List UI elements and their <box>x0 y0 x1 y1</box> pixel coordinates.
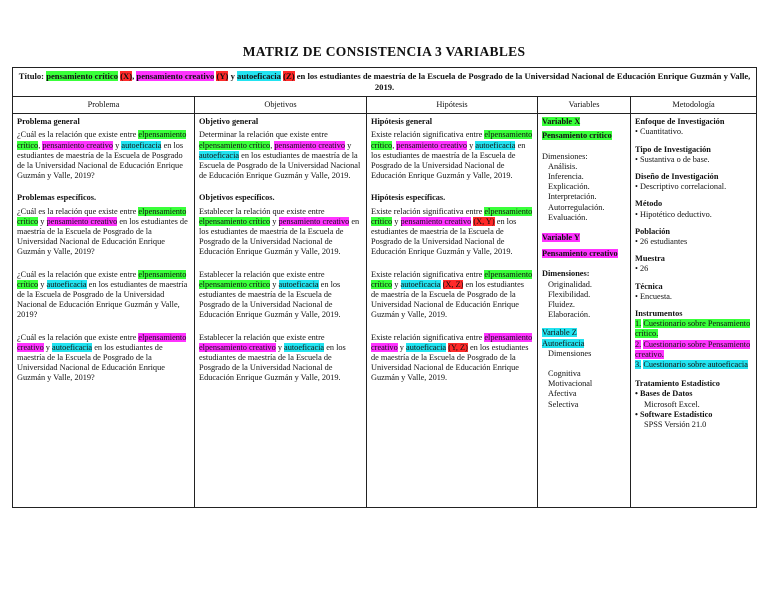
bases-value: Microsoft Excel. <box>644 399 700 409</box>
dim-y-1: Originalidad. <box>548 279 593 289</box>
metodo-value: • Hipotético deductivo. <box>635 209 712 219</box>
title-var-y: pensamiento creativo <box>136 71 215 81</box>
instrumentos-list <box>635 319 752 370</box>
dim-x-6: Evaluación. <box>548 212 588 222</box>
problema-especificos-label: Problemas específicos. <box>17 193 97 203</box>
title-and: y <box>230 71 235 81</box>
content-row <box>13 114 757 508</box>
dim-z-3: Afectiva <box>548 389 577 399</box>
bases-label: • Bases de Datos <box>635 389 693 399</box>
variable-x-label: Variable X <box>542 117 581 127</box>
title-tag-y: (Y) <box>216 71 229 81</box>
header-row <box>13 97 757 114</box>
enfoque-value: • Cuantitativo. <box>635 127 684 137</box>
dim-x-3: Explicación. <box>548 182 590 192</box>
tecnica-label: Técnica <box>635 281 663 291</box>
hipotesis-especificas-label: Hipótesis específicas. <box>371 193 446 203</box>
problema-especifico-3: ¿Cuál es la relación que existe entre elpensamiento creativo y autoeficacia en los estudiantes de maestría de la Escuela de Posgrado de la Universidad Nacional de Educación Enrique Guzmán y Valle, 2019? <box>17 332 187 383</box>
objetivos-especificos-label: Objetivos específicos. <box>199 193 275 203</box>
objetivo-especifico-2: Establecer la relación que existe entre elpensamiento crítico y autoeficacia en los estudiantes de maestría de la Escuela de Posgrado de la Universidad Nacional de Educación Enrique Guzmán y Valle, 2019. <box>199 269 341 320</box>
problema-general-label: Problema general <box>17 117 80 127</box>
variable-y-dim-label: Dimensiones: <box>542 269 590 279</box>
objetivo-especifico-1: Establecer la relación que existe entre elpensamiento crítico y pensamiento creativo en los estudiantes de maestría de la Escuela de Posgrado de la Universidad Nacional de Educación Enrique Guzmán y Valle, 2019. <box>199 206 360 257</box>
metodologia-cell <box>631 114 757 508</box>
variable-z-label: Variable Z <box>542 328 577 338</box>
tratamiento-label: Tratamiento Estadístico <box>635 379 720 389</box>
header-metodologia: Metodología <box>631 97 757 114</box>
objetivo-general-label: Objetivo general <box>199 117 259 127</box>
dim-y-3: Fluidez. <box>548 300 575 310</box>
muestra-value: • 26 <box>635 264 649 274</box>
objetivo-general-text: Determinar la relación que existe entre elpensamiento crítico, pensamiento creativo y autoeficacia en los estudiantes de maestría de la Escuela de Posgrado de la Universidad Nacional de Educación Enrique Guzmán y Valle, 2019. <box>199 130 361 181</box>
header-problema: Problema <box>13 97 195 114</box>
dim-x-4: Interpretación. <box>548 192 597 202</box>
tipo-label: Tipo de Investigación <box>635 144 711 154</box>
title-label: Título: <box>18 71 45 81</box>
muestra-label: Muestra <box>635 254 665 264</box>
problema-especifico-2: ¿Cuál es la relación que existe entre elpensamiento crítico y autoeficacia en los estudiantes de maestría de la Escuela de Posgrado de la Universidad Nacional de Educación Enrique Guzmán y Valle, 2019? <box>17 269 188 320</box>
instrumento-3: 3. Cuestionario sobre autoeficacia <box>635 360 748 370</box>
problema-cell <box>13 114 195 508</box>
tipo-value: • Sustantiva o de base. <box>635 154 710 164</box>
hipotesis-general-label: Hipótesis general <box>371 117 433 127</box>
objetivos-cell <box>195 114 367 508</box>
page-title: MATRIZ DE CONSISTENCIA 3 VARIABLES <box>242 44 526 59</box>
poblacion-value: • 26 estudiantes <box>635 237 688 247</box>
diseno-value: • Descriptivo correlacional. <box>635 182 727 192</box>
variable-z-dim-label: Dimensiones <box>548 348 592 358</box>
header-objetivos: Objetivos <box>195 97 367 114</box>
metodo-label: Método <box>635 199 663 209</box>
instrumento-1: 1. Cuestionario sobre Pensamiento crítico. <box>635 319 751 339</box>
dim-x-5: Autorregulación. <box>548 202 605 212</box>
title-var-z: autoeficacia <box>237 71 281 81</box>
hipotesis-general-text: Existe relación significativa entre elpensamiento crítico, pensamiento creativo y autoeficacia en los estudiantes de maestría de la Escuela de Posgrado de la Universidad Nacional de Educación Enrique Guzmán y Valle, 2019. <box>371 130 533 181</box>
dim-z-1: Cognitiva <box>548 369 581 379</box>
hipotesis-especifica-2: Existe relación significativa entre elpensamiento crítico y autoeficacia (X, Z) en los estudiantes de maestría de la Escuela de Posgrado de la Universidad Nacional de Educación Enrique Guzmán y Valle, 2019. <box>371 269 533 320</box>
title-row <box>13 68 757 97</box>
software-label: • Software Estadístico <box>635 409 713 419</box>
instrumento-2: 2. Cuestionario sobre Pensamiento creativo. <box>635 339 751 359</box>
variables-cell <box>538 114 631 508</box>
dim-z-4: Selectiva <box>548 399 579 409</box>
title-tag-x: (X) <box>120 71 133 81</box>
software-value: SPSS Versión 21.0 <box>644 420 707 430</box>
research-title-cell: Título: pensamiento crítico (X), pensamiento creativo (Y) y autoeficacia (Z) en los estudiantes de maestría de la Escuela de Posgrado de la Universidad Nacional de Educación Enrique Guzmán y Valle, 2019. <box>13 68 757 97</box>
dim-y-4: Elaboración. <box>548 310 591 320</box>
diseno-label: Diseño de Investigación <box>635 172 719 182</box>
instrumentos-label: Instrumentos <box>635 309 683 319</box>
header-hipotesis: Hipótesis <box>367 97 538 114</box>
consistency-matrix-table <box>12 67 757 508</box>
dim-x-1: Análisis. <box>548 161 578 171</box>
enfoque-label: Enfoque de Investigación <box>635 117 725 127</box>
hipotesis-cell <box>367 114 538 508</box>
variable-z-name: Autoeficacia <box>542 338 585 348</box>
variable-y-label: Variable Y <box>542 233 580 243</box>
poblacion-label: Población <box>635 226 671 236</box>
dim-z-2: Motivacional <box>548 379 593 389</box>
hipotesis-especifica-3: Existe relación significativa entre elpensamiento creativo y autoeficacia (Y, Z) en los estudiantes de maestría de la Escuela de Posgrado de la Universidad Nacional de Educación Enrique Guzmán y Valle, 2019. <box>371 332 533 383</box>
title-rest: en los estudiantes de maestría de la Escuela de Posgrado de la Universidad Nacional de Educación Enrique Guzmán y Valle, 2019. <box>296 71 751 92</box>
objetivo-especifico-3: Establecer la relación que existe entre elpensamiento creativo y autoeficacia en los estudiantes de maestría de la Escuela de Posgrado de la Universidad Nacional de Educación Enrique Guzmán y Valle, 2019. <box>199 332 346 383</box>
tecnica-value: • Encuesta. <box>635 291 673 301</box>
title-tag-z: (Z) <box>283 71 295 81</box>
dim-y-2: Flexibilidad. <box>548 289 591 299</box>
variable-x-dim-label: Dimensiones: <box>542 151 588 161</box>
hipotesis-especifica-1: Existe relación significativa entre elpensamiento crítico y pensamiento creativo (X, Y) en los estudiantes de maestría de la Escuela de Posgrado de la Universidad Nacional de Educación Enrique Guzmán y Valle, 2019. <box>371 206 533 257</box>
problema-especifico-1: ¿Cuál es la relación que existe entre elpensamiento crítico y pensamiento creativo en los estudiantes de maestría de la Escuela de Posgrado de la Universidad Nacional de Educación Enrique Guzmán y Valle, 2019? <box>17 206 188 257</box>
variable-y-name: Pensamiento creativo <box>542 249 618 259</box>
header-variables: Variables <box>538 97 631 114</box>
variable-x-name: Pensamiento crítico <box>542 131 612 141</box>
problema-general-text: ¿Cuál es la relación que existe entre elpensamiento crítico, pensamiento creativo y autoeficacia en los estudiantes de maestría de la Escuela de Posgrado de la Universidad Nacional de Educación Enrique Guzmán y Valle, 2019? <box>17 130 187 181</box>
title-var-x: pensamiento crítico <box>46 71 119 81</box>
dim-x-2: Inferencia. <box>548 172 584 182</box>
